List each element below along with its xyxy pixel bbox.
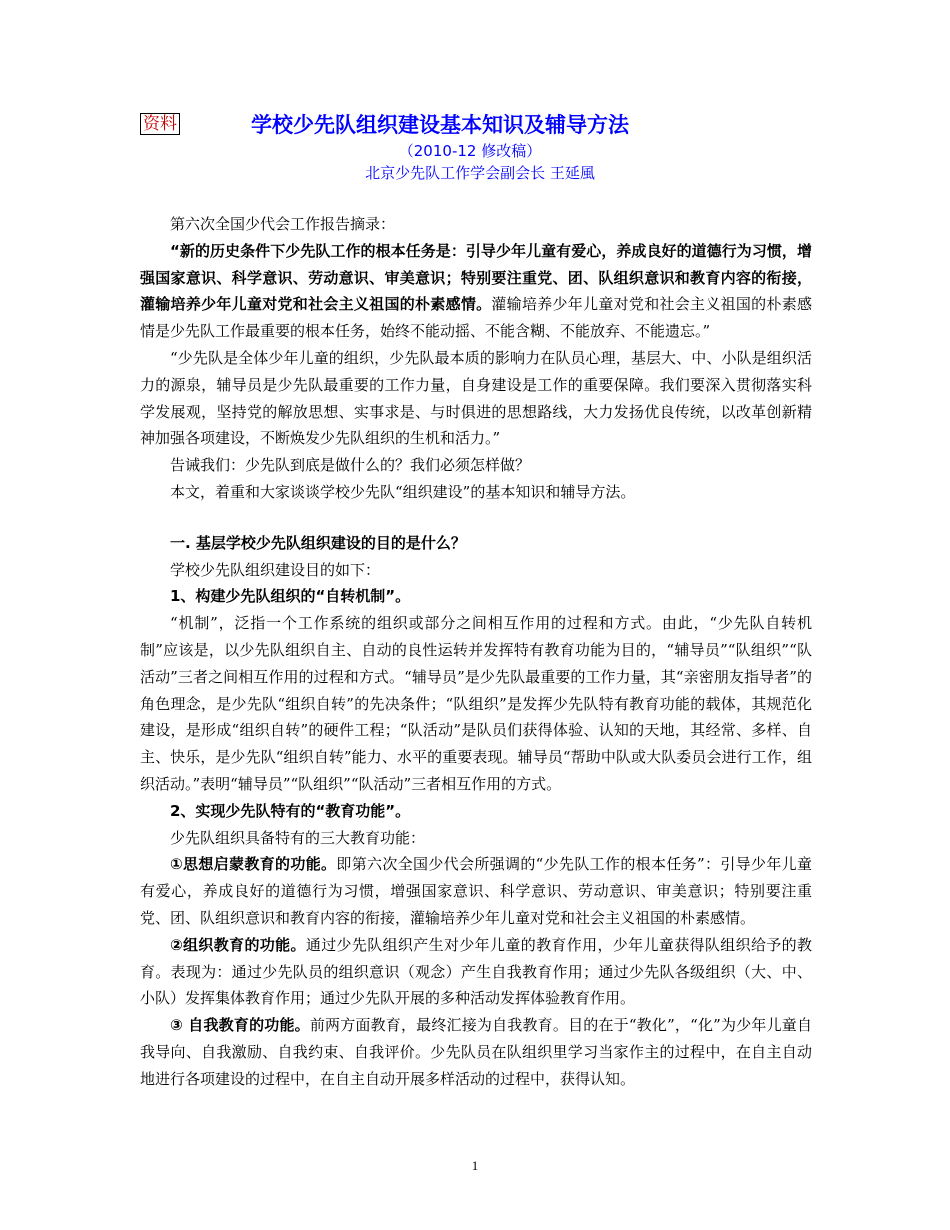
document-title: 学校少先队组织建设基本知识及辅导方法 xyxy=(251,113,629,137)
page-number: 1 xyxy=(471,1158,479,1173)
function-item xyxy=(140,932,812,1012)
paragraph: “少先队是全体少年儿童的组织，少先队最本质的影响力在队员心理，基层大、中、小队是组织活力的源泉，辅导员是少先队最重要的工作力量，自身建设是工作的重要保障。我们要深入贯彻落实科学发展观，坚持党的解放思想、实事求是、与时俱进的思想路线，大力发扬优良传统，以改革创新精神加强各项建设，不断焕发少先队组织的生机和活力。” xyxy=(140,348,812,448)
function-text: 即第六次全国少代会所强调的“少先队工作的根本任务”：引导少年儿童有爱心，养成良好的道德行为习惯，增强国家意识、科学意识、劳动意识、审美意识；特别要注重党、团、队组织意识和教育内容的衔接，灌输培养少年儿童对党和社会主义祖国的朴素感情。 xyxy=(140,855,812,927)
paragraph: 告诫我们：少先队到底是做什么的？我们必须怎样做？ xyxy=(170,456,531,475)
paragraph: 少先队组织具备特有的三大教育功能： xyxy=(170,828,426,847)
function-label: ③ 自我教育的功能。 xyxy=(170,1016,310,1035)
function-item xyxy=(140,851,812,931)
document-body xyxy=(140,211,812,1093)
document-subtitle: （2010-12 修改稿） xyxy=(398,142,542,160)
quote-rest: 灌输培养少年儿童对党和社会主义祖国的朴素感情是少先队工作最重要的根本任务，始终不能动摇、不能含糊、不能放弃、不能遗忘。” xyxy=(140,295,812,341)
function-text: 前两方面教育，最终汇接为自我教育。目的在于“教化”，“化”为少年儿童自我导向、自我激励、自我约束、自我评价。少先队员在队组织里学习当家作主的过程中，在自主自动地进行各项建设的过程中，在自主自动开展多样活动的过程中，获得认知。 xyxy=(140,1016,812,1088)
paragraph: 第六次全国少代会工作报告摘录： xyxy=(170,215,396,233)
document-author: 北京少先队工作学会副会长 王延風 xyxy=(365,164,595,182)
function-text: 通过少先队组织产生对少年儿童的教育作用，少年儿童获得队组织给予的教育。表现为：通过少先队员的组织意识（观念）产生自我教育作用；通过少先队各级组织（大、中、小队）发挥集体教育作用；通过少先队开展的多种活动发挥体验教育作用。 xyxy=(140,935,812,1008)
spacer xyxy=(140,506,812,530)
quote-bold: “新的历史条件下少先队工作的根本任务是：引导少年儿童有爱心，养成良好的道德行为习惯，增强国家意识、科学意识、劳动意识、审美意识；特别要注重党、团、队组织意识和教育内容的衔接，灌输培养少年儿童对党和社会主义祖国的朴素感情。 xyxy=(140,241,812,314)
function-label: ②组织教育的功能。 xyxy=(170,935,306,954)
section-heading: 一. 基层学校少先队组织建设的目的是什么？ xyxy=(170,533,466,552)
function-item xyxy=(140,1012,812,1092)
subsection-heading: 2、实现少先队特有的“教育功能”。 xyxy=(170,801,411,820)
paragraph xyxy=(140,238,812,345)
subsection-heading: 1、构建少先队组织的“自转机制”。 xyxy=(170,587,411,606)
material-tag: 资料 xyxy=(140,113,180,135)
paragraph: “机制”，泛指一个工作系统的组织或部分之间相互作用的过程和方式。由此，“少先队自转机制”应该是，以少先队组织自主、自动的良性运转并发挥特有教育功能为目的，“辅导员”“队组织”“队活动”三者之间相互作用的过程和方式。“辅导员”是少先队最重要的工作力量，其“亲密朋友指导者”的角色理念，是少先队“组织自转”的先决条件；“队组织”是发挥少先队特有教育功能的载体，其规范化建设，是形成“组织自转”的硬件工程；“队活动”是队员们获得体验、认知的天地，其经常、多样、自主、快乐，是少先队“组织自转”能力、水平的重要表现。辅导员“帮助中队或大队委员会进行工作，组织活动。”表明“辅导员”“队组织”“队活动”三者相互作用的方式。 xyxy=(140,614,812,793)
paragraph: 学校少先队组织建设目的如下： xyxy=(170,560,381,579)
paragraph: 本文，着重和大家谈谈学校少先队“组织建设”的基本知识和辅导方法。 xyxy=(170,482,636,501)
function-label: ①思想启蒙教育的功能。 xyxy=(170,855,337,874)
